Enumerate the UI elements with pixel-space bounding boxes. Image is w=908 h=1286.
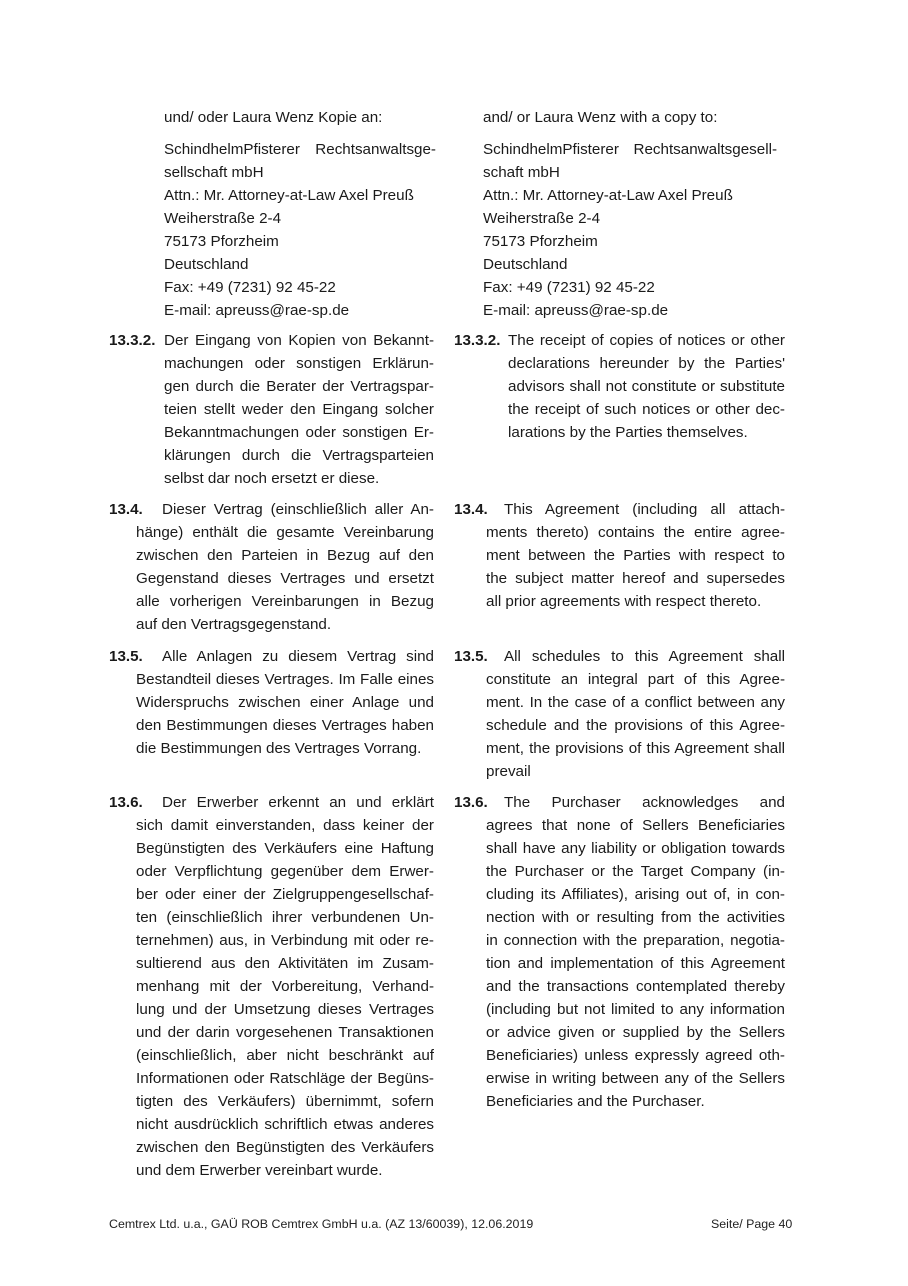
clause-line: The receipt of copies of notices or other [508, 332, 785, 349]
address-line: Fax: +49 (7231) 92 45-22 [483, 279, 655, 296]
clause-line: tion and implementation of this Agreement [486, 955, 785, 972]
clause-line: This Agreement (including all attach- [504, 501, 785, 518]
clause-line: Begünstigten des Verkäufers eine Haftung [136, 840, 434, 857]
clause-13-4-de [136, 498, 434, 636]
address-line: Weiherstraße 2-4 [164, 210, 282, 227]
copy-to-en [483, 106, 777, 322]
clause-line: ments thereto) contains the entire agree- [486, 524, 785, 541]
clause-number: 13.3.2. [109, 332, 156, 349]
clause-line: nection with or resulting from the activities [486, 909, 785, 926]
clause-13-6-en [486, 791, 785, 1113]
address-line: SchindhelmPfisterer Rechtsanwaltsge- [164, 141, 436, 158]
clause-13-6-de [136, 791, 434, 1182]
clause-line: klärungen durch die Vertragsparteien [164, 447, 434, 464]
clause-line: ten (einschließlich ihrer verbundenen Un- [136, 909, 434, 926]
clause-line: constitute an integral part of this Agree- [486, 671, 785, 688]
address-line: Deutschland [164, 256, 249, 273]
clause-line: selbst dar noch ersetzt er diese. [164, 470, 380, 487]
clause-line: or advice given or supplied by the Sellers [486, 1024, 785, 1041]
clause-line: ment. In the case of a conflict between any [486, 694, 785, 711]
address-line: Attn.: Mr. Attorney-at-Law Axel Preuß [164, 187, 414, 204]
clause-line: The Purchaser acknowledges and [504, 794, 785, 811]
clause-line: shall have any liability or obligation towards [486, 840, 785, 857]
clause-line: agrees that none of Sellers Beneficiaries [486, 817, 785, 834]
clause-line: den Bestimmungen dieses Vertrages haben [136, 717, 434, 734]
copy-to-de [164, 106, 436, 322]
clause-line: machungen oder sonstigen Erklärun- [164, 355, 434, 372]
email-address: E-mail: apreuss@rae-sp.de [483, 302, 669, 319]
clause-line: declarations hereunder by the Parties' [508, 355, 785, 372]
address-line: 75173 Pforzheim [483, 233, 598, 250]
clause-13-4-en [486, 498, 785, 613]
clause-line: Informationen oder Ratschläge der Begüns- [136, 1070, 434, 1087]
clause-line: the Purchaser or the Target Company (in- [486, 863, 785, 880]
clause-line: advisors shall not constitute or substitute [508, 378, 785, 395]
clause-line: Bekanntmachungen oder sonstigen Er- [164, 424, 434, 441]
clause-line: gen durch die Berater der Vertragspar- [164, 378, 434, 395]
clause-number: 13.5. [109, 648, 143, 665]
clause-line: Gegenstand dieses Vertrages und ersetzt [136, 570, 434, 587]
clause-line: oder Verpflichtung gegenüber dem Erwer- [136, 863, 434, 880]
clause-line: und der darin vorgesehenen Transaktionen [136, 1024, 434, 1041]
address-line: schaft mbH [483, 164, 560, 181]
clause-line: and the transactions contemplated thereby [486, 978, 785, 995]
clause-line: (einschließlich, aber nicht beschränkt auf [136, 1047, 434, 1064]
clause-line: ment, the provisions of this Agreement shall [486, 740, 785, 757]
clause-line: cluding its Affiliates), arising out of, in con- [486, 886, 785, 903]
clause-line: Bestandteil dieses Vertrages. Im Falle eines [136, 671, 434, 688]
clause-line: Widerspruchs zwischen einer Anlage und [136, 694, 434, 711]
address-line: Deutschland [483, 256, 568, 273]
clause-line: nicht ausdrücklich schriftlich etwas anderes [136, 1116, 434, 1133]
address-line: SchindhelmPfisterer Rechtsanwaltsgesell- [483, 141, 777, 158]
clause-line: die Bestimmungen des Vertrages Vorrang. [136, 740, 422, 757]
address-line: Weiherstraße 2-4 [483, 210, 601, 227]
clause-line: ber oder einer der Zielgruppengesellschaf- [136, 886, 434, 903]
clause-line: hänge) enthält die gesamte Vereinbarung [136, 524, 434, 541]
address-line: sellschaft mbH [164, 164, 264, 181]
email-address: E-mail: apreuss@rae-sp.de [164, 302, 350, 319]
clause-line: the subject matter hereof and supersedes [486, 570, 785, 587]
clause-13-3-2-en [508, 329, 785, 444]
clause-line: auf den Vertragsgegenstand. [136, 616, 332, 633]
clause-line: Der Erwerber erkennt an und erklärt [162, 794, 434, 811]
clause-line: in connection with the preparation, negotia- [486, 932, 785, 949]
clause-line: ment between the Parties with respect to [486, 547, 785, 564]
clause-number: 13.6. [109, 794, 143, 811]
clause-line: sich damit einverstanden, dass keiner der [136, 817, 434, 834]
clause-number: 13.3.2. [454, 332, 501, 349]
clause-line: Beneficiaries) unless expressly agreed oth- [486, 1047, 785, 1064]
clause-number: 13.6. [454, 794, 488, 811]
clause-number: 13.5. [454, 648, 488, 665]
page-number: Seite/ Page 40 [711, 1217, 793, 1231]
clause-line: und dem Erwerber vereinbart wurde. [136, 1162, 383, 1179]
clause-line: teien stellt weder den Eingang solcher [164, 401, 434, 418]
address-line: Fax: +49 (7231) 92 45-22 [164, 279, 336, 296]
clause-line: larations by the Parties themselves. [508, 424, 748, 441]
clause-line: Beneficiaries and the Purchaser. [486, 1093, 705, 1110]
clause-number: 13.4. [454, 501, 488, 518]
clause-line: Dieser Vertrag (einschließlich aller An- [162, 501, 434, 518]
clause-line: schedule and the provisions of this Agree- [486, 717, 785, 734]
clause-line: tigten des Verkäufers) übernimmt, sofern [136, 1093, 434, 1110]
clause-number: 13.4. [109, 501, 143, 518]
clause-13-5-en [486, 645, 785, 783]
clause-line: all prior agreements with respect thereto. [486, 593, 762, 610]
clause-line: Alle Anlagen zu diesem Vertrag sind [162, 648, 434, 665]
address-line: 75173 Pforzheim [164, 233, 279, 250]
clause-line: Der Eingang von Kopien von Bekannt- [164, 332, 434, 349]
copy-to-intro-en: and/ or Laura Wenz with a copy to: [483, 109, 718, 126]
clause-line: lung und der Umsetzung dieses Vertrages [136, 1001, 434, 1018]
footer-reference: Cemtrex Ltd. u.a., GAÜ ROB Cemtrex GmbH u.a. (AZ 13/60039), 12.06.2019 [109, 1217, 534, 1231]
clause-line: (including but not limited to any information [486, 1001, 785, 1018]
clause-line: erwise in writing between any of the Sellers [486, 1070, 785, 1087]
clause-line: alle vorherigen Vereinbarungen in Bezug [136, 593, 434, 610]
clause-line: sultierend aus den Aktivitäten im Zusam- [136, 955, 434, 972]
clause-line: zwischen den Parteien in Bezug auf den [136, 547, 434, 564]
clause-line: ternehmen) aus, in Verbindung mit oder re- [136, 932, 434, 949]
clause-13-5-de [136, 645, 434, 760]
clause-13-3-2-de [164, 329, 434, 490]
clause-line: All schedules to this Agreement shall [504, 648, 785, 665]
clause-line: prevail [486, 763, 531, 780]
copy-to-intro-de: und/ oder Laura Wenz Kopie an: [164, 109, 383, 126]
address-line: Attn.: Mr. Attorney-at-Law Axel Preuß [483, 187, 733, 204]
clause-line: menhang mit der Vorbereitung, Verhand- [136, 978, 434, 995]
clause-line: the receipt of such notices or other dec- [508, 401, 785, 418]
clause-line: zwischen den Begünstigten des Verkäufers [136, 1139, 434, 1156]
